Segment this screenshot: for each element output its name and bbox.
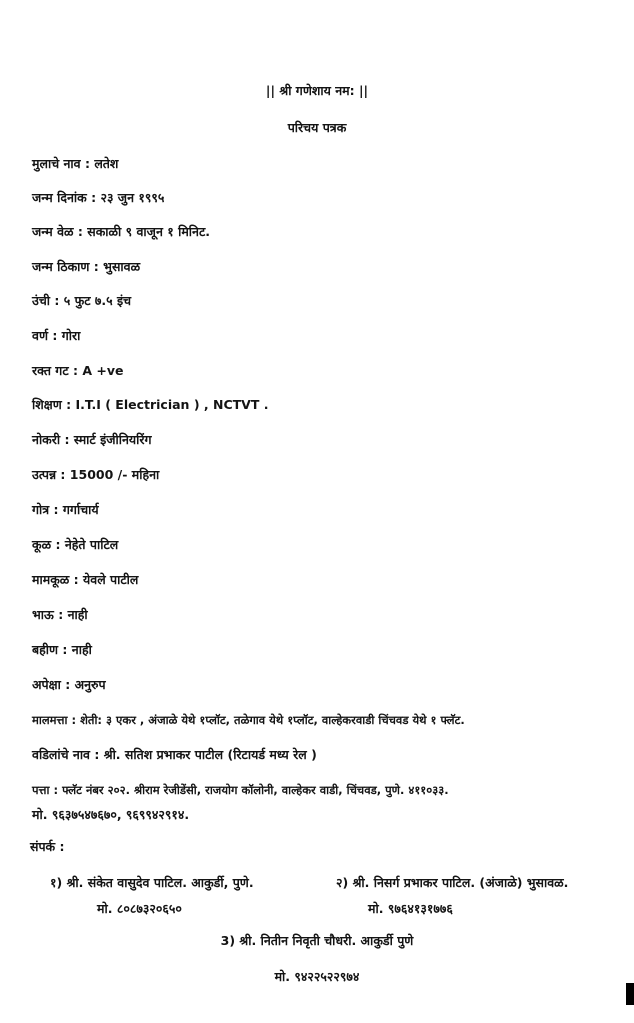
detail-label: बहीण :: [32, 642, 68, 657]
contact-phone: मो. ९७६४१३१७७६: [368, 901, 453, 916]
detail-row: [32, 328, 80, 344]
detail-row: [32, 607, 88, 623]
detail-row-address: [32, 782, 449, 798]
detail-label: कूळ :: [32, 537, 61, 552]
contact-name: 3) श्री. नितीन निवृती चौधरी. आकुर्डी पुणे: [220, 933, 414, 948]
invocation-heading: || श्री गणेशाय नम: ||: [265, 83, 369, 98]
detail-label: उत्पन्न :: [32, 467, 66, 482]
detail-row: [32, 572, 138, 588]
detail-value: ५ फुट ७.५ इंच: [63, 293, 132, 308]
detail-label: अपेक्षा :: [32, 677, 71, 692]
contact-name: १) श्री. संकेत वासुदेव पाटिल. आकुर्डी, पुणे.: [50, 875, 254, 890]
detail-value: शेती: ३ एकर , अंजाळे येथे १प्लॉट, तळेगाव येथे १प्लॉट, वाल्हेकरवाडी चिंचवड येथे १ फ्लॅट.: [80, 713, 465, 727]
scan-edge-mark: [626, 983, 634, 1005]
detail-label: जन्म दिनांक :: [32, 190, 97, 205]
detail-label: जन्म ठिकाण :: [32, 259, 99, 274]
detail-row-property: [32, 712, 465, 728]
detail-row: [32, 642, 92, 658]
detail-label: उंची :: [32, 293, 60, 308]
detail-row: [32, 677, 106, 693]
detail-value: गर्गाचार्य: [62, 502, 99, 517]
detail-value: सकाळी ९ वाजून १ मिनिट.: [87, 224, 211, 239]
detail-label: नोकरी :: [32, 432, 70, 447]
detail-row: [32, 363, 123, 379]
contact-phone: मो. ९४२२५२२९७४: [274, 969, 360, 984]
detail-row: [32, 502, 99, 518]
detail-value: A +ve: [82, 363, 124, 378]
detail-row: [32, 224, 210, 240]
detail-value: नाही: [71, 642, 92, 657]
detail-value: अनुरुप: [74, 677, 106, 692]
contact-name: २) श्री. निसर्ग प्रभाकर पाटिल. (अंजाळे) भुसावळ.: [336, 875, 569, 890]
detail-value: लतेश: [94, 156, 119, 171]
detail-value: 15000 /- महिना: [69, 467, 160, 482]
detail-label: मुलाचे नाव :: [32, 156, 90, 171]
detail-label: जन्म वेळ :: [32, 224, 83, 239]
detail-value: नेहेते पाटिल: [64, 537, 119, 552]
detail-value: गोरा: [61, 328, 81, 343]
detail-row: [32, 190, 164, 206]
detail-label: मालमत्ता :: [32, 713, 77, 727]
detail-row: [32, 747, 317, 763]
document-title: परिचय पत्रक: [287, 120, 347, 135]
detail-label: गोत्र :: [32, 502, 59, 517]
detail-value: २३ जुन १९९५: [100, 190, 165, 205]
detail-row: [32, 259, 140, 275]
contact-phone: मो. ८०८७३२०६५०: [97, 901, 182, 916]
detail-row: [32, 467, 159, 483]
detail-label: वर्ण :: [32, 328, 58, 343]
detail-value: श्री. सतिश प्रभाकर पाटील (रिटायर्ड मध्य रेल ): [103, 747, 317, 762]
detail-label: शिक्षण :: [32, 397, 72, 412]
detail-row: [32, 432, 152, 448]
detail-row: [32, 156, 118, 172]
detail-value: भुसावळ: [103, 259, 141, 274]
phone-numbers: मो. ९६३७५४७६७०, ९६९९४२९१४.: [32, 807, 190, 822]
detail-label: मामकूळ :: [32, 572, 79, 587]
detail-value: येवले पाटील: [83, 572, 139, 587]
detail-row: [32, 397, 268, 413]
detail-value: नाही: [67, 607, 88, 622]
contact-heading: संपर्क :: [30, 839, 65, 854]
detail-label: वडिलांचे नाव :: [32, 747, 100, 762]
detail-value: I.T.I ( Electrician ) , NCTVT .: [75, 397, 269, 412]
detail-label: भाऊ :: [32, 607, 64, 622]
detail-label: रक्त गट :: [32, 363, 78, 378]
detail-label: पत्ता :: [32, 783, 59, 797]
detail-value: स्मार्ट इंजीनियरिंग: [73, 432, 152, 447]
detail-value: फ्लॅट नंबर २०२. श्रीराम रेजीडेंसी, राजयोग कॉलोनी, वाल्हेकर वाडी, चिंचवड, पुणे. ४११०३३.: [62, 783, 449, 797]
detail-row: [32, 293, 131, 309]
detail-row: [32, 537, 118, 553]
